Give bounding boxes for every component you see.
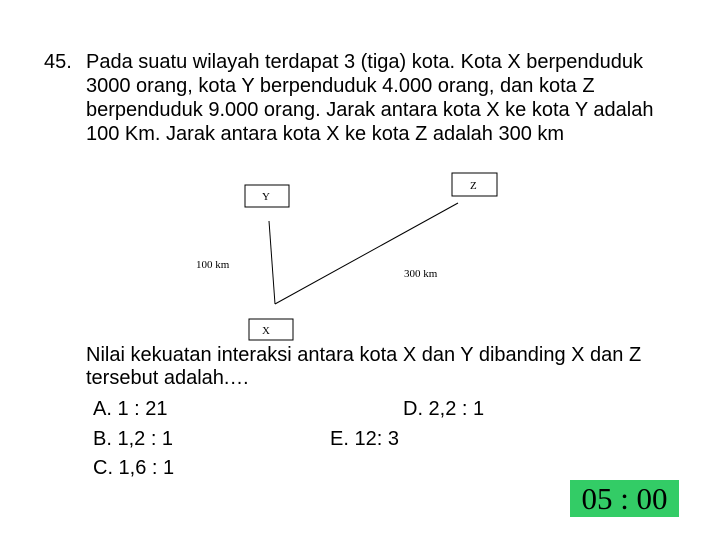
option-b[interactable]: B. 1,2 : 1: [93, 428, 174, 450]
distance-x-z-label: 300 km: [404, 268, 438, 280]
question-number: 45.: [44, 51, 72, 73]
question-text: Pada suatu wilayah terdapat 3 (tiga) kota. Kota X berpenduduk 3000 orang, kota Y berpenduduk 4.000 orang, dan kota Z berpenduduk 9.000 orang. Jarak antara kota X ke kota Y adalah 100 Km. Jarak antara kota X ke kota Z adalah 300 km: [86, 51, 654, 145]
countdown-timer: 05 : 00: [570, 480, 679, 517]
option-c[interactable]: C. 1,6 : 1: [93, 457, 175, 479]
line-x-y: [269, 221, 275, 304]
question-prompt: Nilai kekuatan interaksi antara kota X dan Y dibanding X dan Z tersebut adalah.…: [86, 344, 642, 389]
city-x-label: X: [262, 325, 270, 337]
line-x-z: [275, 203, 458, 304]
city-z-label: Z: [470, 180, 477, 192]
option-d[interactable]: D. 2,2 : 1: [403, 398, 485, 420]
city-y-label: Y: [262, 191, 270, 203]
option-e[interactable]: E. 12: 3: [330, 428, 399, 450]
city-x-box: [249, 319, 293, 340]
option-a[interactable]: A. 1 : 21: [93, 398, 168, 420]
distance-x-y-label: 100 km: [196, 259, 230, 271]
